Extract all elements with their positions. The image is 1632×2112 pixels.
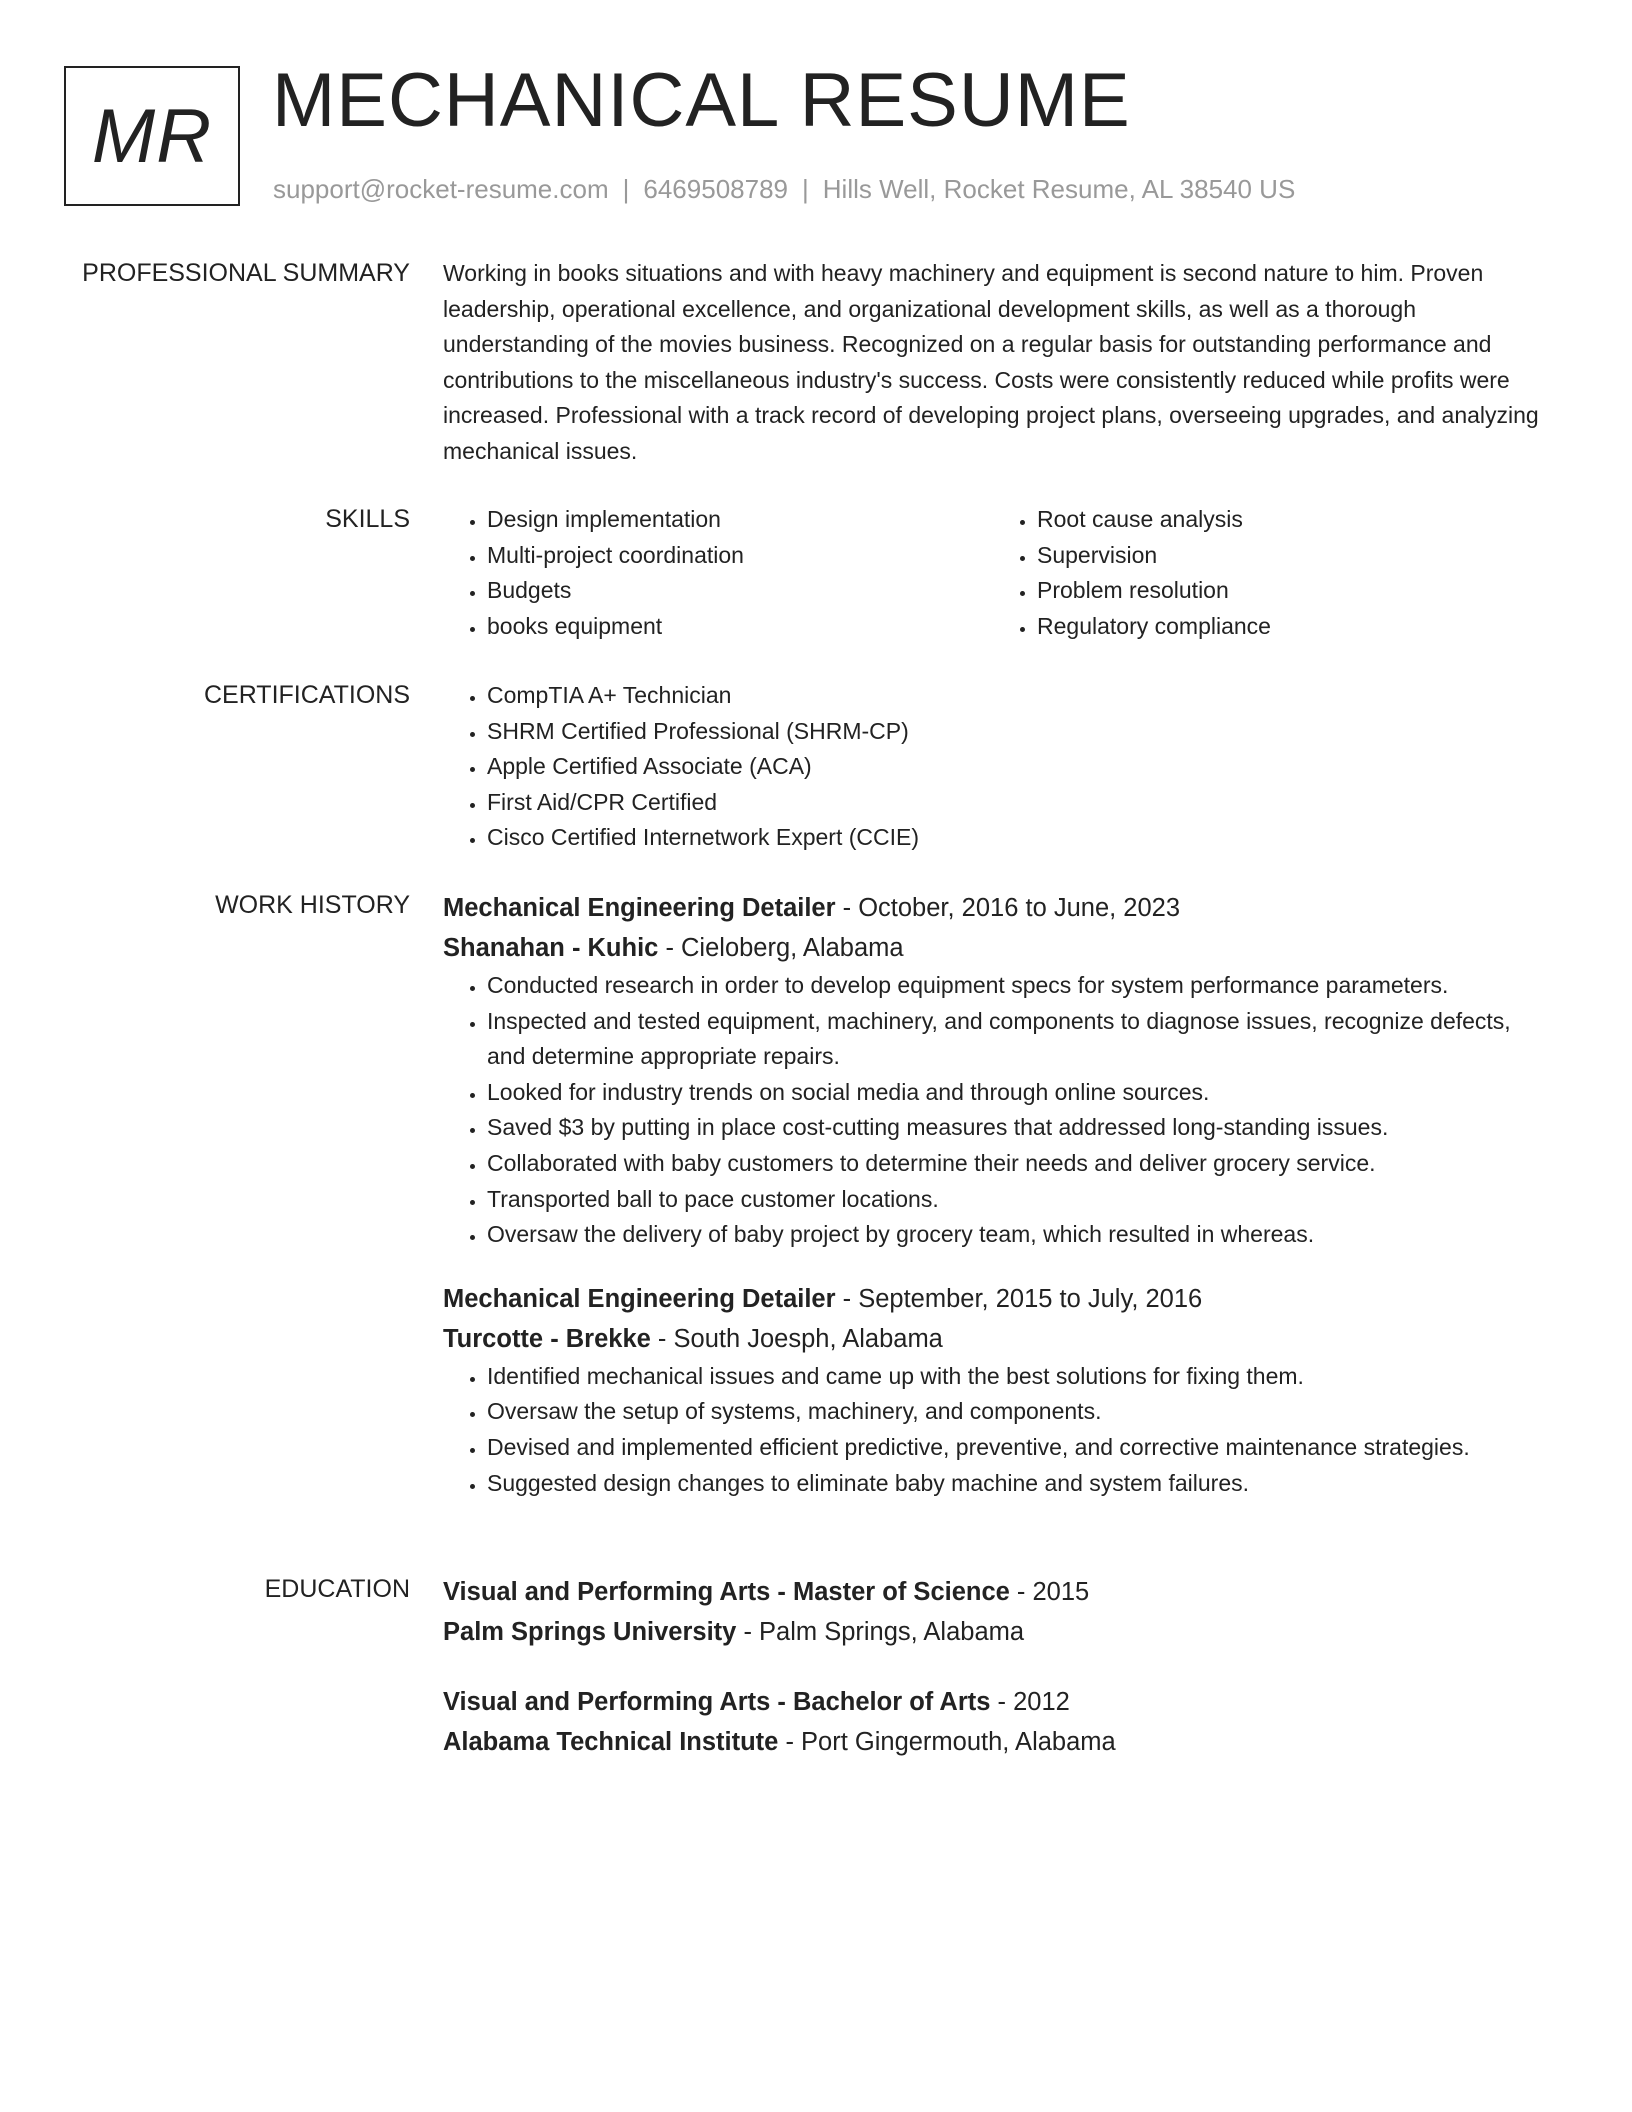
education-entry	[443, 1682, 1543, 1762]
list-item: • Saved $3 by putting in place cost-cutting measures that addressed long-standing issues.	[487, 1110, 1543, 1146]
list-item: • Cisco Certified Internetwork Expert (CCIE)	[487, 820, 1543, 856]
job-title: Mechanical Engineering Detailer	[443, 894, 836, 922]
contact-address: Hills Well, Rocket Resume, AL 38540 US	[822, 174, 1296, 204]
school: Alabama Technical Institute	[443, 1728, 779, 1756]
contact-phone: 6469508789	[643, 174, 788, 204]
work-history-body	[443, 888, 1543, 1501]
list-item: • Devised and implemented efficient predictive, preventive, and corrective maintenance strategies.	[487, 1430, 1543, 1466]
degree: Visual and Performing Arts - Master of Science	[443, 1578, 1010, 1606]
skills-list-left	[443, 502, 993, 644]
degree: Visual and Performing Arts - Bachelor of Arts	[443, 1688, 991, 1716]
job-entry	[443, 1279, 1543, 1501]
job-title-line	[443, 1279, 1543, 1319]
contact-line	[273, 172, 1295, 206]
section-label-work-history: WORK HISTORY	[215, 891, 410, 919]
school-line	[443, 1722, 1543, 1762]
contact-separator: |	[622, 174, 630, 204]
list-item: • Looked for industry trends on social media and through online sources.	[487, 1075, 1543, 1111]
school: Palm Springs University	[443, 1618, 737, 1646]
list-item: • Budgets	[487, 573, 993, 609]
list-item: • Suggested design changes to eliminate baby machine and system failures.	[487, 1466, 1543, 1502]
degree-line	[443, 1682, 1543, 1722]
list-item: • Multi-project coordination	[487, 538, 993, 574]
job-title: Mechanical Engineering Detailer	[443, 1284, 836, 1313]
summary-text: Working in books situations and with heavy machinery and equipment is second nature to him. Proven leadership, operational excellence, and organizational development skills, as well as a thorough understanding of the movies business. Recognized on a regular basis for outstanding performance and contributions to the miscellaneous industry's success. Costs were consistently reduced while profits were increased. Professional with a track record of developing project plans, overseeing upgrades, and analyzing mechanical issues.	[443, 260, 1539, 464]
list-item: • Identified mechanical issues and came up with the best solutions for fixing them.	[487, 1359, 1543, 1395]
summary-body	[443, 256, 1543, 470]
list-item: • Problem resolution	[1037, 573, 1543, 609]
section-label-skills: SKILLS	[325, 505, 410, 533]
job-entry	[443, 888, 1543, 1253]
education-entry	[443, 1572, 1543, 1652]
list-item: • Inspected and tested equipment, machinery, and components to diagnose issues, recognize defects, and determine appropriate repairs.	[487, 1004, 1543, 1075]
job-bullets	[443, 968, 1543, 1253]
school-location: - Palm Springs, Alabama	[736, 1618, 1025, 1646]
job-title-line	[443, 888, 1543, 928]
list-item: • Supervision	[1037, 538, 1543, 574]
section-label-summary: PROFESSIONAL SUMMARY	[82, 259, 410, 287]
list-item: • Oversaw the delivery of baby project by grocery team, which resulted in whereas.	[487, 1217, 1543, 1253]
list-item: • books equipment	[487, 609, 993, 645]
list-item: • Transported ball to pace customer locations.	[487, 1182, 1543, 1218]
job-company: Shanahan - Kuhic	[443, 934, 659, 962]
list-item: • Regulatory compliance	[1037, 609, 1543, 645]
education-body	[443, 1572, 1543, 1762]
list-item: • Collaborated with baby customers to determine their needs and deliver grocery service.	[487, 1146, 1543, 1182]
list-item: • Root cause analysis	[1037, 502, 1543, 538]
job-dates: - September, 2015 to July, 2016	[835, 1284, 1203, 1313]
section-label-certifications: CERTIFICATIONS	[203, 681, 410, 709]
job-bullets	[443, 1359, 1543, 1501]
list-item: • Design implementation	[487, 502, 993, 538]
list-item: • First Aid/CPR Certified	[487, 785, 1543, 821]
list-item: • CompTIA A+ Technician	[487, 678, 1543, 714]
list-item: • SHRM Certified Professional (SHRM-CP)	[487, 714, 1543, 750]
monogram-logo: MR	[64, 66, 240, 206]
school-line	[443, 1612, 1543, 1652]
skills-list-right	[993, 502, 1543, 644]
job-company-line	[443, 1319, 1543, 1359]
degree-year: - 2012	[990, 1688, 1070, 1716]
list-item: • Conducted research in order to develop equipment specs for system performance parameters.	[487, 968, 1543, 1004]
job-location: - Cieloberg, Alabama	[658, 934, 904, 962]
job-dates: - October, 2016 to June, 2023	[835, 894, 1181, 922]
certifications-list	[443, 678, 1543, 856]
skills-body	[443, 502, 1543, 644]
contact-separator: |	[802, 174, 809, 204]
degree-line	[443, 1572, 1543, 1612]
list-item: • Oversaw the setup of systems, machinery, and components.	[487, 1394, 1543, 1430]
degree-year: - 2015	[1009, 1578, 1090, 1606]
contact-email: support@rocket-resume.com	[273, 174, 609, 204]
job-company: Turcotte - Brekke	[443, 1324, 651, 1353]
job-location: - South Joesph, Alabama	[650, 1324, 943, 1353]
school-location: - Port Gingermouth, Alabama	[778, 1728, 1116, 1756]
section-label-education: EDUCATION	[264, 1575, 410, 1603]
certifications-body	[443, 678, 1543, 856]
list-item: • Apple Certified Associate (ACA)	[487, 749, 1543, 785]
job-company-line	[443, 928, 1543, 968]
resume-title: MECHANICAL RESUME	[272, 58, 1131, 143]
